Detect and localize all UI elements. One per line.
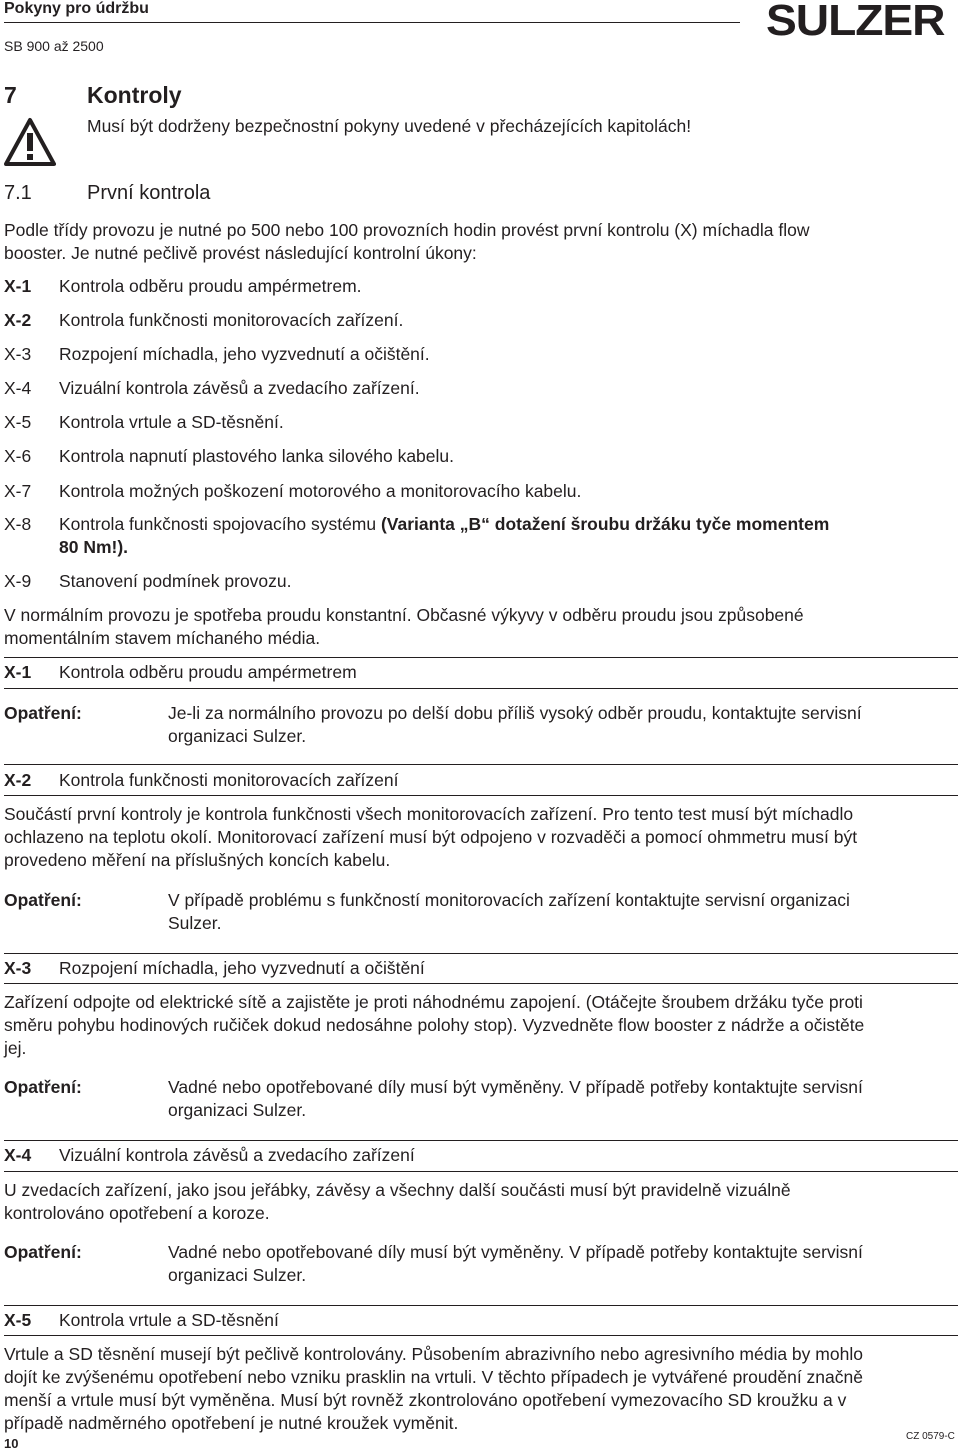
measure-line: Vadné nebo opotřebované díly musí být vyměněny. V případě potřeby kontaktujte servisní bbox=[168, 1242, 863, 1262]
x2-body bbox=[4, 803, 954, 872]
section-divider bbox=[4, 953, 958, 954]
section-divider bbox=[4, 688, 958, 689]
measure-line: organizaci Sulzer. bbox=[168, 1100, 307, 1120]
x1-title: Kontrola odběru proudu ampérmetrem bbox=[59, 662, 357, 682]
list-item-text: Kontrola napnutí plastového lanka silového kabelu. bbox=[59, 446, 454, 466]
intro-line: Podle třídy provozu je nutné po 500 nebo 100 provozních hodin provést první kontrolu (X) míchadla flow bbox=[4, 220, 810, 240]
list-item-code: X-1 bbox=[4, 276, 32, 296]
list-item-text-bold: 80 Nm!). bbox=[59, 537, 129, 557]
document-code: CZ 0579-C bbox=[906, 1431, 955, 1442]
subsection-title: První kontrola bbox=[87, 182, 211, 204]
safety-warning-text: Musí být dodrženy bezpečnostní pokyny uvedené v přecházejících kapitolách! bbox=[87, 116, 692, 136]
section-divider bbox=[4, 1335, 958, 1336]
list-item-code: X-8 bbox=[4, 514, 32, 534]
measure-text bbox=[168, 1241, 948, 1287]
section-divider bbox=[4, 657, 958, 658]
body-line: Zařízení odpojte od elektrické sítě a zajistěte je proti náhodnému zapojení. (Otáčejte šroubem držáku tyče proti bbox=[4, 992, 863, 1012]
section-divider bbox=[4, 764, 958, 765]
list-item-code: X-7 bbox=[4, 481, 32, 501]
list-item-text: Kontrola možných poškození motorového a monitorovacího kabelu. bbox=[59, 481, 582, 501]
measure-line: organizaci Sulzer. bbox=[168, 726, 307, 746]
body-line: jej. bbox=[4, 1038, 27, 1058]
list-item-text: Rozpojení míchadla, jeho vyzvednutí a očištění. bbox=[59, 344, 430, 364]
list-item-code: X-2 bbox=[4, 310, 32, 330]
body-line: ochlazeno na teplotu okolí. Monitorovací zařízení musí být odpojeno v rozvaděči a pomocí ohmmetru musí být bbox=[4, 827, 858, 847]
list-item-text: Vizuální kontrola závěsů a zvedacího zařízení. bbox=[59, 378, 420, 398]
list-item-text: Kontrola odběru proudu ampérmetrem. bbox=[59, 276, 362, 296]
measure-line: Je-li za normálního provozu po delší dobu příliš vysoký odběr proudu, kontaktujte servisní bbox=[168, 703, 862, 723]
measure-text bbox=[168, 702, 948, 748]
measure-line: Sulzer. bbox=[168, 913, 222, 933]
intro-line: booster. Je nutné pečlivě provést následující kontrolní úkony: bbox=[4, 243, 477, 263]
x4-code: X-4 bbox=[4, 1145, 32, 1165]
sulzer-logo: SULZER bbox=[766, 0, 945, 45]
body-line: Vrtule a SD těsnění musejí být pečlivě kontrolovány. Působením abrazivního nebo agresivního média by mohlo bbox=[4, 1344, 863, 1364]
body-line: dojít ke zvýšenému opotřebení nebo vzniku prasklin na vrtuli. V těchto případech je vytvářené proudění značně bbox=[4, 1367, 863, 1387]
x4-body bbox=[4, 1179, 954, 1225]
measure-label: Opatření: bbox=[4, 1077, 82, 1097]
x5-title: Kontrola vrtule a SD-těsnění bbox=[59, 1310, 279, 1330]
x2-code: X-2 bbox=[4, 770, 32, 790]
section-divider bbox=[4, 795, 958, 796]
x4-title: Vizuální kontrola závěsů a zvedacího zařízení bbox=[59, 1145, 415, 1165]
x5-body bbox=[4, 1343, 954, 1435]
list-item-text-bold: (Varianta „B“ dotažení šroubu držáku tyče momentem bbox=[380, 514, 830, 534]
x3-body bbox=[4, 991, 954, 1060]
x3-title: Rozpojení míchadla, jeho vyzvednutí a očištění bbox=[59, 958, 425, 978]
body-line: případě nadměrného opotřebení je nutné kroužek vyměnit. bbox=[4, 1413, 459, 1433]
x2-title: Kontrola funkčnosti monitorovacích zařízení bbox=[59, 770, 399, 790]
list-item-code: X-3 bbox=[4, 344, 32, 364]
measure-text bbox=[168, 889, 948, 935]
section-divider bbox=[4, 1305, 958, 1306]
list-item-code: X-5 bbox=[4, 412, 32, 432]
list-item-text-plain: Kontrola funkčnosti spojovacího systému bbox=[59, 514, 381, 534]
body-line: U zvedacích zařízení, jako jsou jeřábky, závěsy a všechny další součásti musí být pravidelně vizuálně bbox=[4, 1180, 791, 1200]
subsection-number: 7.1 bbox=[4, 182, 32, 204]
measure-label: Opatření: bbox=[4, 890, 82, 910]
normal-operation-line: V normálním provozu je spotřeba proudu konstantní. Občasné výkyvy v odběru proudu jsou způsobené bbox=[4, 605, 804, 625]
body-line: kontrolováno opotřebení a koroze. bbox=[4, 1203, 270, 1223]
body-line: menší a vrtule musí být vyměněna. Musí být rovněž zkontrolováno opotřebení vymezovacího SD kroužku a v bbox=[4, 1390, 847, 1410]
page-number: 10 bbox=[4, 1436, 19, 1451]
body-line: směru pohybu hodinových ručiček dokud nedosáhne polohy stop). Vyzvedněte flow booster z nádrže a očistěte bbox=[4, 1015, 865, 1035]
document-subtitle: SB 900 až 2500 bbox=[4, 38, 104, 54]
section-divider bbox=[4, 1140, 958, 1141]
x5-code: X-5 bbox=[4, 1310, 32, 1330]
header-divider bbox=[4, 22, 740, 23]
section-divider bbox=[4, 1171, 958, 1172]
measure-line: organizaci Sulzer. bbox=[168, 1265, 307, 1285]
list-item-code: X-4 bbox=[4, 378, 32, 398]
x1-code: X-1 bbox=[4, 662, 32, 682]
list-item-text: Kontrola vrtule a SD-těsnění. bbox=[59, 412, 284, 432]
measure-label: Opatření: bbox=[4, 1242, 82, 1262]
measure-line: Vadné nebo opotřebované díly musí být vyměněny. V případě potřeby kontaktujte servisní bbox=[168, 1077, 863, 1097]
measure-text bbox=[168, 1076, 948, 1122]
list-item-text bbox=[59, 513, 939, 559]
body-line: provedeno měření na příslušných koncích kabelu. bbox=[4, 850, 391, 870]
list-item-code: X-9 bbox=[4, 571, 32, 591]
list-item-text: Stanovení podmínek provozu. bbox=[59, 571, 292, 591]
document-title: Pokyny pro údržbu bbox=[4, 0, 149, 17]
normal-operation-line: momentálním stavem míchaného média. bbox=[4, 628, 321, 648]
warning-triangle-icon bbox=[4, 117, 56, 167]
list-item-code: X-6 bbox=[4, 446, 32, 466]
section-number: 7 bbox=[4, 82, 17, 108]
section-divider bbox=[4, 983, 958, 984]
list-item-text: Kontrola funkčnosti monitorovacích zařízení. bbox=[59, 310, 404, 330]
measure-line: V případě problému s funkčností monitorovacích zařízení kontaktujte servisní organizaci bbox=[168, 890, 850, 910]
measure-label: Opatření: bbox=[4, 703, 82, 723]
body-line: Součástí první kontroly je kontrola funkčnosti všech monitorovacích zařízení. Pro tento test musí být míchadlo bbox=[4, 804, 854, 824]
x3-code: X-3 bbox=[4, 958, 32, 978]
section-title: Kontroly bbox=[87, 82, 182, 108]
